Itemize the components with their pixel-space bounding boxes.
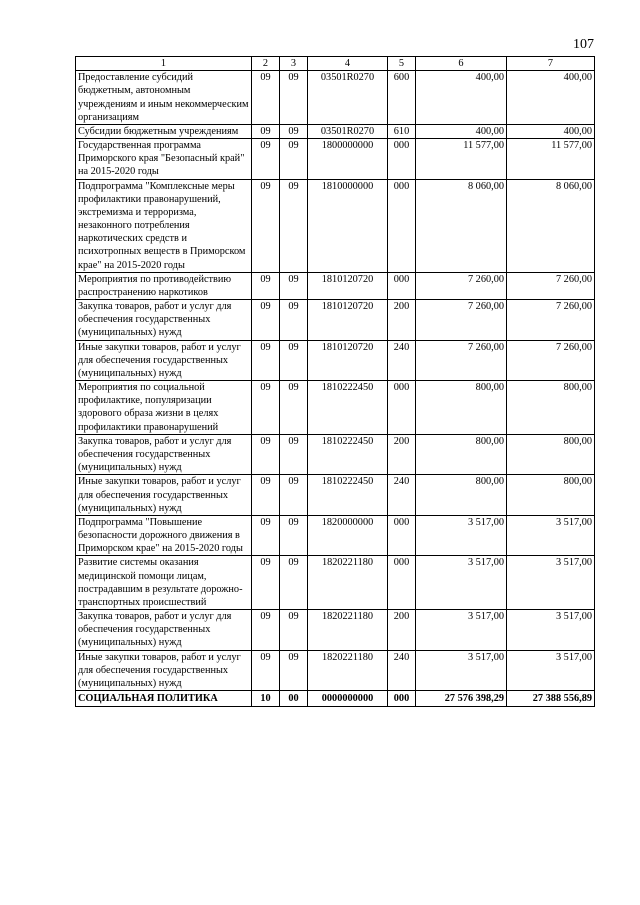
row-name: Субсидии бюджетным учреждениям	[76, 124, 252, 138]
expense-type-code: 000	[388, 556, 416, 610]
table-row	[76, 300, 595, 341]
subsection-code: 09	[280, 300, 308, 341]
amount-column-6: 3 517,00	[416, 515, 507, 556]
subsection-code: 09	[280, 434, 308, 475]
expense-type-code: 240	[388, 340, 416, 381]
expense-type-code: 000	[388, 179, 416, 272]
amount-column-6: 7 260,00	[416, 300, 507, 341]
section-code: 09	[252, 300, 280, 341]
amount-column-7: 3 517,00	[507, 556, 595, 610]
target-article-code: 03501R0270	[308, 71, 388, 125]
table-row	[76, 124, 595, 138]
target-article-code: 1820221180	[308, 556, 388, 610]
table-row	[76, 139, 595, 180]
column-header: 2	[252, 57, 280, 71]
table-row	[76, 340, 595, 381]
subsection-code: 09	[280, 272, 308, 299]
target-article-code: 1810120720	[308, 300, 388, 341]
amount-column-7: 8 060,00	[507, 179, 595, 272]
amount-column-7: 800,00	[507, 381, 595, 435]
table-row	[76, 272, 595, 299]
subsection-code: 09	[280, 179, 308, 272]
expense-type-code: 240	[388, 650, 416, 691]
amount-column-6: 27 576 398,29	[416, 691, 507, 707]
section-code: 09	[252, 475, 280, 516]
subsection-code: 09	[280, 475, 308, 516]
row-name: Закупка товаров, работ и услуг для обеспечения государственных (муниципальных) нужд	[76, 300, 252, 341]
section-code: 09	[252, 124, 280, 138]
amount-column-6: 11 577,00	[416, 139, 507, 180]
section-code: 09	[252, 515, 280, 556]
column-header: 6	[416, 57, 507, 71]
total-row	[76, 691, 595, 707]
amount-column-7: 7 260,00	[507, 272, 595, 299]
section-code: 09	[252, 272, 280, 299]
subsection-code: 09	[280, 124, 308, 138]
section-code: 09	[252, 139, 280, 180]
expense-type-code: 000	[388, 272, 416, 299]
expense-type-code: 000	[388, 381, 416, 435]
column-header: 4	[308, 57, 388, 71]
row-name: Подпрограмма "Повышение безопасности дорожного движения в Приморском крае" на 2015-2020 годы	[76, 515, 252, 556]
row-name: Предоставление субсидий бюджетным, автономным учреждениям и иным некоммерческим организациям	[76, 71, 252, 125]
table-row	[76, 610, 595, 651]
amount-column-7: 3 517,00	[507, 650, 595, 691]
expense-type-code: 240	[388, 475, 416, 516]
section-code: 09	[252, 610, 280, 651]
row-name: Иные закупки товаров, работ и услуг для обеспечения государственных (муниципальных) нужд	[76, 475, 252, 516]
subsection-code: 09	[280, 381, 308, 435]
target-article-code: 1810000000	[308, 179, 388, 272]
expense-type-code: 600	[388, 71, 416, 125]
table-row	[76, 179, 595, 272]
table-row	[76, 556, 595, 610]
row-name: Иные закупки товаров, работ и услуг для обеспечения государственных (муниципальных) нужд	[76, 340, 252, 381]
amount-column-7: 400,00	[507, 71, 595, 125]
target-article-code: 0000000000	[308, 691, 388, 707]
target-article-code: 03501R0270	[308, 124, 388, 138]
table-row	[76, 475, 595, 516]
target-article-code: 1810222450	[308, 475, 388, 516]
column-header: 7	[507, 57, 595, 71]
amount-column-7: 7 260,00	[507, 300, 595, 341]
section-code: 09	[252, 434, 280, 475]
amount-column-7: 27 388 556,89	[507, 691, 595, 707]
row-name: Закупка товаров, работ и услуг для обеспечения государственных (муниципальных) нужд	[76, 610, 252, 651]
column-header: 5	[388, 57, 416, 71]
table-header-row	[76, 57, 595, 71]
amount-column-7: 800,00	[507, 475, 595, 516]
expense-type-code: 000	[388, 515, 416, 556]
table-row	[76, 381, 595, 435]
row-name: Государственная программа Приморского края "Безопасный край" на 2015-2020 годы	[76, 139, 252, 180]
table-row	[76, 650, 595, 691]
amount-column-6: 800,00	[416, 434, 507, 475]
amount-column-6: 7 260,00	[416, 340, 507, 381]
subsection-code: 00	[280, 691, 308, 707]
amount-column-6: 400,00	[416, 124, 507, 138]
amount-column-6: 800,00	[416, 475, 507, 516]
subsection-code: 09	[280, 556, 308, 610]
subsection-code: 09	[280, 610, 308, 651]
amount-column-6: 400,00	[416, 71, 507, 125]
target-article-code: 1820000000	[308, 515, 388, 556]
amount-column-7: 3 517,00	[507, 610, 595, 651]
section-code: 09	[252, 650, 280, 691]
subsection-code: 09	[280, 139, 308, 180]
target-article-code: 1810222450	[308, 381, 388, 435]
amount-column-6: 3 517,00	[416, 610, 507, 651]
amount-column-6: 8 060,00	[416, 179, 507, 272]
amount-column-7: 400,00	[507, 124, 595, 138]
column-header: 3	[280, 57, 308, 71]
subsection-code: 09	[280, 340, 308, 381]
amount-column-7: 7 260,00	[507, 340, 595, 381]
column-header: 1	[76, 57, 252, 71]
section-code: 09	[252, 340, 280, 381]
subsection-code: 09	[280, 650, 308, 691]
target-article-code: 1810120720	[308, 272, 388, 299]
section-code: 09	[252, 179, 280, 272]
section-code: 09	[252, 556, 280, 610]
subsection-code: 09	[280, 515, 308, 556]
target-article-code: 1810222450	[308, 434, 388, 475]
amount-column-7: 3 517,00	[507, 515, 595, 556]
amount-column-6: 3 517,00	[416, 650, 507, 691]
expense-type-code: 610	[388, 124, 416, 138]
table-row	[76, 434, 595, 475]
row-name: Иные закупки товаров, работ и услуг для обеспечения государственных (муниципальных) нужд	[76, 650, 252, 691]
row-name: Подпрограмма "Комплексные меры профилактики правонарушений, экстремизма и терроризма, незаконного потребления наркотических средств и психотропных веществ в Приморском крае" на 2015-2020 годы	[76, 179, 252, 272]
amount-column-7: 11 577,00	[507, 139, 595, 180]
expense-type-code: 200	[388, 610, 416, 651]
target-article-code: 1800000000	[308, 139, 388, 180]
table-row	[76, 71, 595, 125]
table-row	[76, 515, 595, 556]
section-code: 10	[252, 691, 280, 707]
expense-type-code: 000	[388, 139, 416, 180]
row-name: СОЦИАЛЬНАЯ ПОЛИТИКА	[76, 691, 252, 707]
expense-type-code: 200	[388, 300, 416, 341]
section-code: 09	[252, 71, 280, 125]
expense-type-code: 000	[388, 691, 416, 707]
budget-table	[75, 56, 595, 707]
row-name: Развитие системы оказания медицинской помощи лицам, пострадавшим в результате дорожно-транспортных происшествий	[76, 556, 252, 610]
amount-column-6: 3 517,00	[416, 556, 507, 610]
amount-column-7: 800,00	[507, 434, 595, 475]
row-name: Мероприятия по противодействию распространению наркотиков	[76, 272, 252, 299]
amount-column-6: 800,00	[416, 381, 507, 435]
target-article-code: 1820221180	[308, 650, 388, 691]
target-article-code: 1820221180	[308, 610, 388, 651]
amount-column-6: 7 260,00	[416, 272, 507, 299]
target-article-code: 1810120720	[308, 340, 388, 381]
section-code: 09	[252, 381, 280, 435]
page-number: 107	[573, 37, 594, 52]
expense-type-code: 200	[388, 434, 416, 475]
row-name: Мероприятия по социальной профилактике, популяризации здорового образа жизни в целях профилактики правонарушений	[76, 381, 252, 435]
subsection-code: 09	[280, 71, 308, 125]
row-name: Закупка товаров, работ и услуг для обеспечения государственных (муниципальных) нужд	[76, 434, 252, 475]
